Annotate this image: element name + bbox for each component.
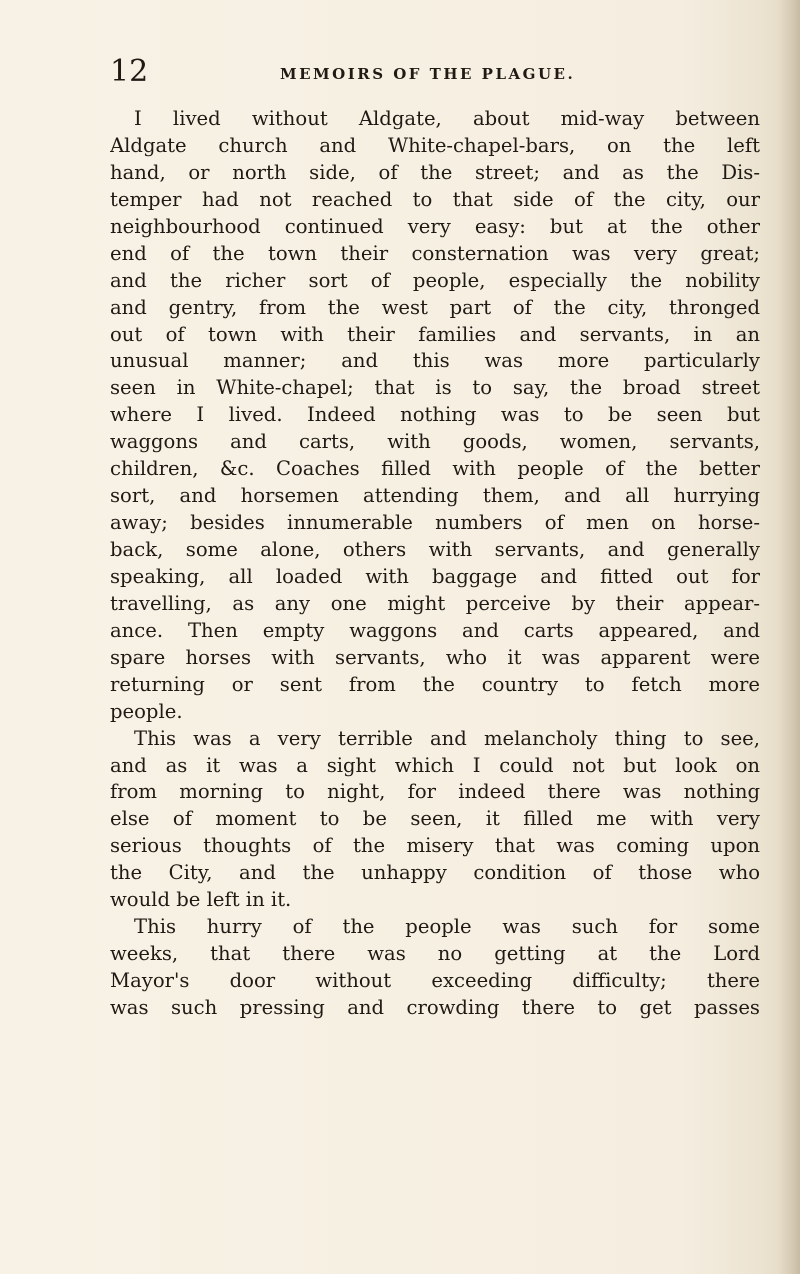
page-number: 12	[110, 54, 149, 89]
text-line: speaking, all loaded with baggage and fitted out for	[110, 564, 760, 588]
text-line: waggons and carts, with goods, women, servants,	[110, 430, 760, 454]
page-edge-shadow	[778, 0, 800, 1274]
text-line: This hurry of the people was such for some	[134, 915, 760, 939]
body-text	[110, 106, 760, 1022]
text-line: Mayor's door without exceeding difficulty; there	[110, 969, 760, 992]
text-line: sort, and horsemen attending them, and all hurrying	[110, 484, 760, 508]
text-line: back, some alone, others with servants, and generally	[110, 538, 760, 561]
running-head: MEMOIRS OF THE PLAGUE.	[280, 65, 576, 83]
text-line: from morning to night, for indeed there was nothing	[110, 780, 760, 804]
text-line: weeks, that there was no getting at the Lord	[110, 942, 760, 966]
text-line: was such pressing and crowding there to get passes	[110, 995, 760, 1019]
text-line: away; besides innumerable numbers of men on horse-	[110, 511, 760, 535]
text-line: out of town with their families and servants, in an	[110, 322, 760, 346]
text-line: ance. Then empty waggons and carts appeared, and	[110, 618, 760, 642]
text-line: This was a very terrible and melancholy thing to see,	[134, 726, 760, 750]
text-line: I lived without Aldgate, about mid-way between	[134, 107, 760, 130]
text-line: Aldgate church and White-chapel-bars, on the left	[110, 133, 760, 157]
text-line: people.	[110, 699, 183, 723]
text-line: unusual manner; and this was more particularly	[110, 349, 760, 373]
text-line: and as it was a sight which I could not but look on	[110, 753, 760, 777]
text-line: temper had not reached to that side of the city, our	[110, 187, 760, 211]
text-line: returning or sent from the country to fetch more	[110, 672, 760, 696]
text-line: children, &c. Coaches filled with people of the better	[110, 457, 760, 481]
text-line: travelling, as any one might perceive by their appear-	[110, 591, 760, 615]
text-line: end of the town their consternation was very great;	[110, 241, 760, 265]
text-line: would be left in it.	[110, 888, 292, 912]
page-header	[110, 52, 760, 92]
text-line: seen in White-chapel; that is to say, the broad street	[110, 376, 760, 400]
text-line: else of moment to be seen, it filled me with very	[110, 807, 760, 831]
text-line: hand, or north side, of the street; and as the Dis-	[110, 160, 760, 184]
text-line: spare horses with servants, who it was apparent were	[110, 645, 760, 669]
text-line: and the richer sort of people, especially the nobility	[110, 268, 760, 292]
text-line: where I lived. Indeed nothing was to be seen but	[110, 403, 760, 427]
text-line: neighbourhood continued very easy: but at the other	[110, 214, 760, 238]
text-line: serious thoughts of the misery that was coming upon	[110, 834, 760, 858]
text-line: and gentry, from the west part of the city, thronged	[110, 295, 760, 319]
text-line: the City, and the unhappy condition of those who	[110, 861, 760, 885]
